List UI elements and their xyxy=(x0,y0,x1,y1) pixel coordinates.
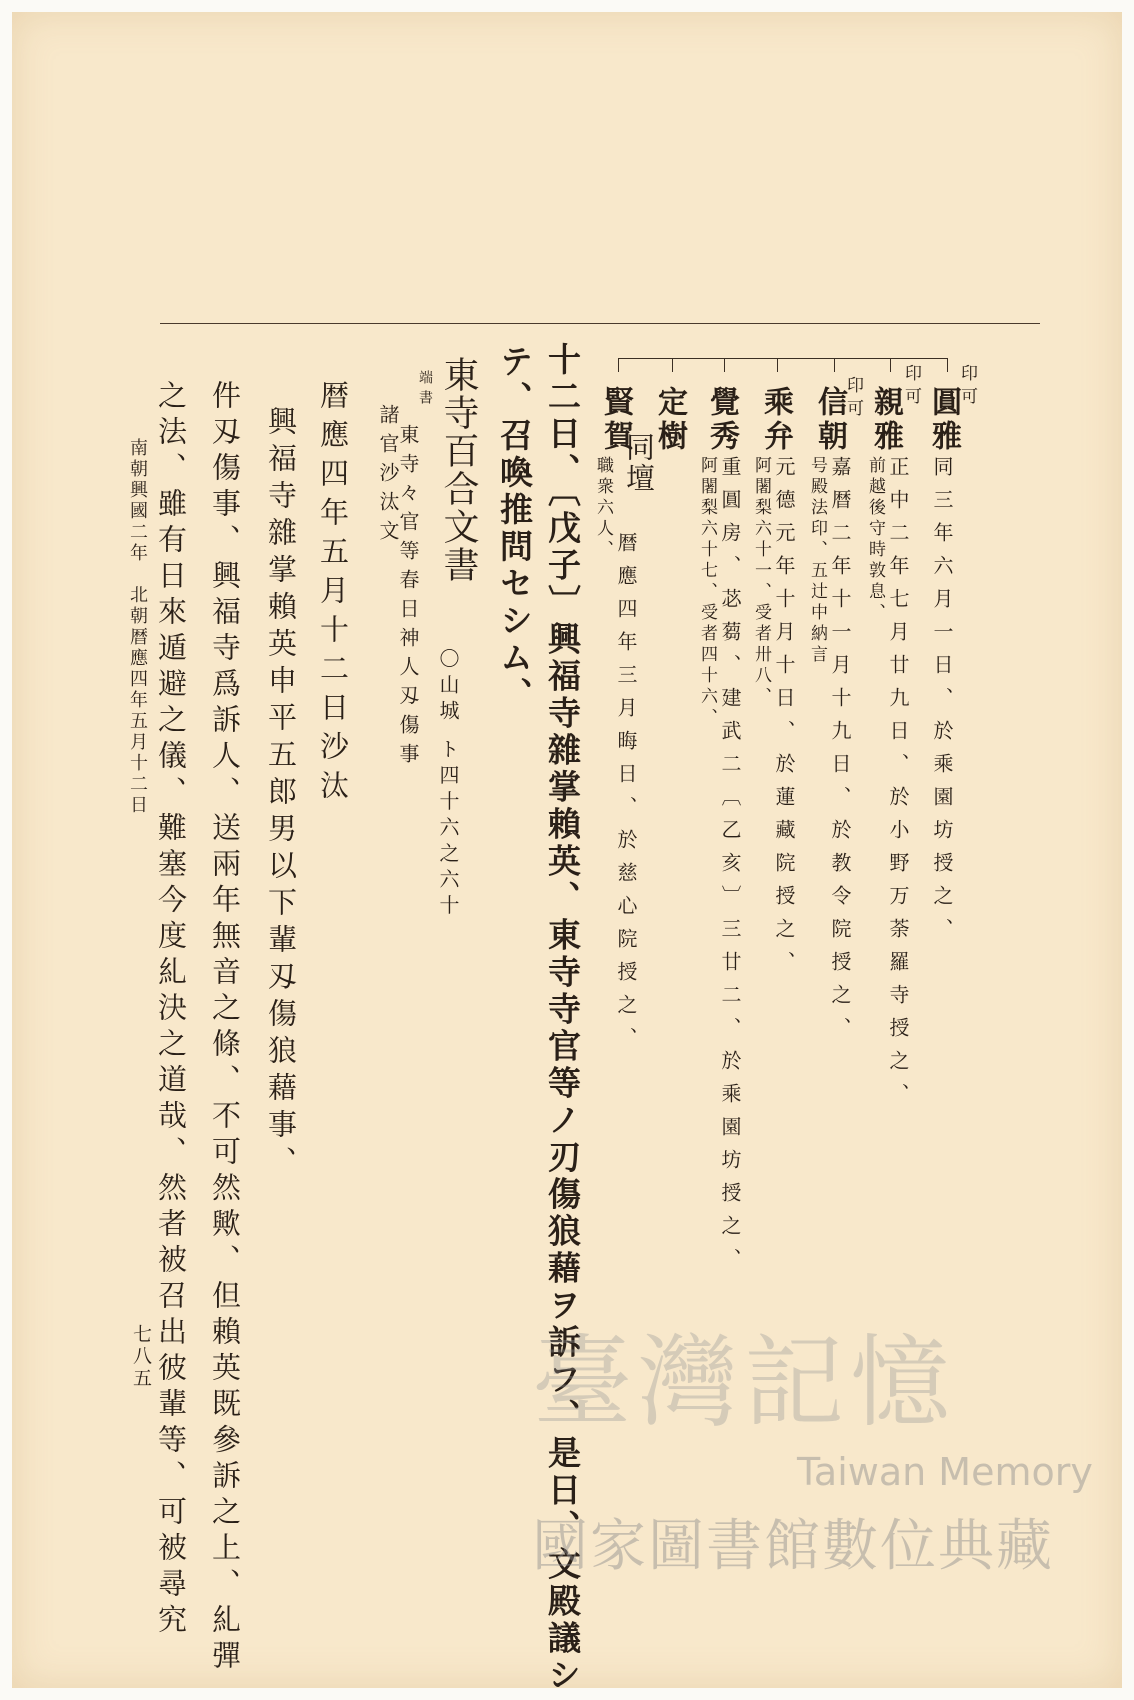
entry-note: 阿闍梨六十一、受者卅八、 xyxy=(751,456,771,708)
watermark-english: Taiwan Memory xyxy=(797,1450,1093,1494)
entry-text: 重圓房、苾蒭、建武二〔乙亥〕三廿二、於乘園坊授之、 xyxy=(718,456,742,1281)
entry-name: 圓雅 xyxy=(926,386,961,454)
lineage-drop xyxy=(618,358,619,372)
source-subtitle: 諸官沙汰文 xyxy=(376,404,400,549)
watermark-chinese: 國家圖書館數位典藏 xyxy=(532,1514,1054,1579)
entry-name: 乘弁 xyxy=(758,386,793,454)
entry-text: 同三年六月一日、於乘園坊授之、 xyxy=(930,456,954,951)
lineage-drop xyxy=(672,358,673,372)
entry-tag: 印可 xyxy=(901,364,921,410)
body-line: 興福寺雜掌賴英申平五郎男以下輩刄傷狼藉事、 xyxy=(264,406,298,1183)
date-heading: 十二日、〔戊子〕興福寺雜掌賴英、東寺寺官等ノ刃傷狼藉ヲ訴フ、是日、文殿議シ xyxy=(543,342,582,1695)
entry-name: 信朝 xyxy=(812,386,847,454)
body-line: 之法、雖有日來遁避之儀、難塞今度糺決之道哉、然者被召出彼輩等、可被尋究 xyxy=(154,380,188,1640)
lineage-drop xyxy=(724,358,725,372)
source-bracket-note: 端書 xyxy=(417,370,433,410)
entry-name: 覺秀 xyxy=(704,386,739,454)
entry-note: 阿闍梨六十七、受者四十六、 xyxy=(697,456,717,729)
entry-tag: 印可 xyxy=(843,376,863,422)
running-footer: 南朝興國二年 北朝暦應四年五月十二日 xyxy=(127,438,148,816)
source-ref: 〇山城 ト四十六之六十 xyxy=(436,648,460,921)
entry-text: 同壇 xyxy=(622,432,656,494)
document-page xyxy=(12,12,1122,1695)
header-rule xyxy=(160,323,1040,324)
page-number: 七八五 xyxy=(130,1324,152,1390)
source-title: 東寺百合文書 xyxy=(438,356,479,584)
entry-note: 前越後守時敦息、 xyxy=(865,456,885,624)
entry-name: 賢賀 xyxy=(598,386,633,454)
lineage-drop xyxy=(890,358,891,372)
lineage-drop xyxy=(777,358,778,372)
source-subtitle: 東寺々官等春日神人刄傷事 xyxy=(396,424,420,772)
date-heading-continued: テ、召喚推問セシム、 xyxy=(495,344,534,714)
watermark-calligraphy: 臺灣記憶 xyxy=(532,1324,956,1441)
lineage-bracket xyxy=(618,358,948,359)
body-line: 件刄傷事、興福寺爲訴人、送兩年無音之條、不可然歟、但賴英既參訴之上、糺彈 xyxy=(208,380,242,1676)
entry-note: 職衆六人、 xyxy=(593,456,613,561)
entry-text: 暦應四年三月晦日、於慈心院授之、 xyxy=(614,532,638,1060)
entry-text: 正中二年七月廿九日、於小野万荼羅寺授之、 xyxy=(886,456,910,1116)
entry-text: 元德元年十月十日、於蓮藏院授之、 xyxy=(772,456,796,984)
entry-name: 定樹 xyxy=(652,386,687,454)
lineage-drop xyxy=(947,358,948,372)
lineage-drop xyxy=(834,358,835,372)
entry-tag: 印可 xyxy=(957,364,977,410)
entry-name: 親雅 xyxy=(868,386,903,454)
entry-text: 嘉暦二年十一月十九日、於教令院授之、 xyxy=(828,456,852,1050)
date-line: 暦應四年五月十二日沙汰 xyxy=(316,380,350,809)
entry-note: 号殿法印、五辻中納言 xyxy=(807,456,827,666)
